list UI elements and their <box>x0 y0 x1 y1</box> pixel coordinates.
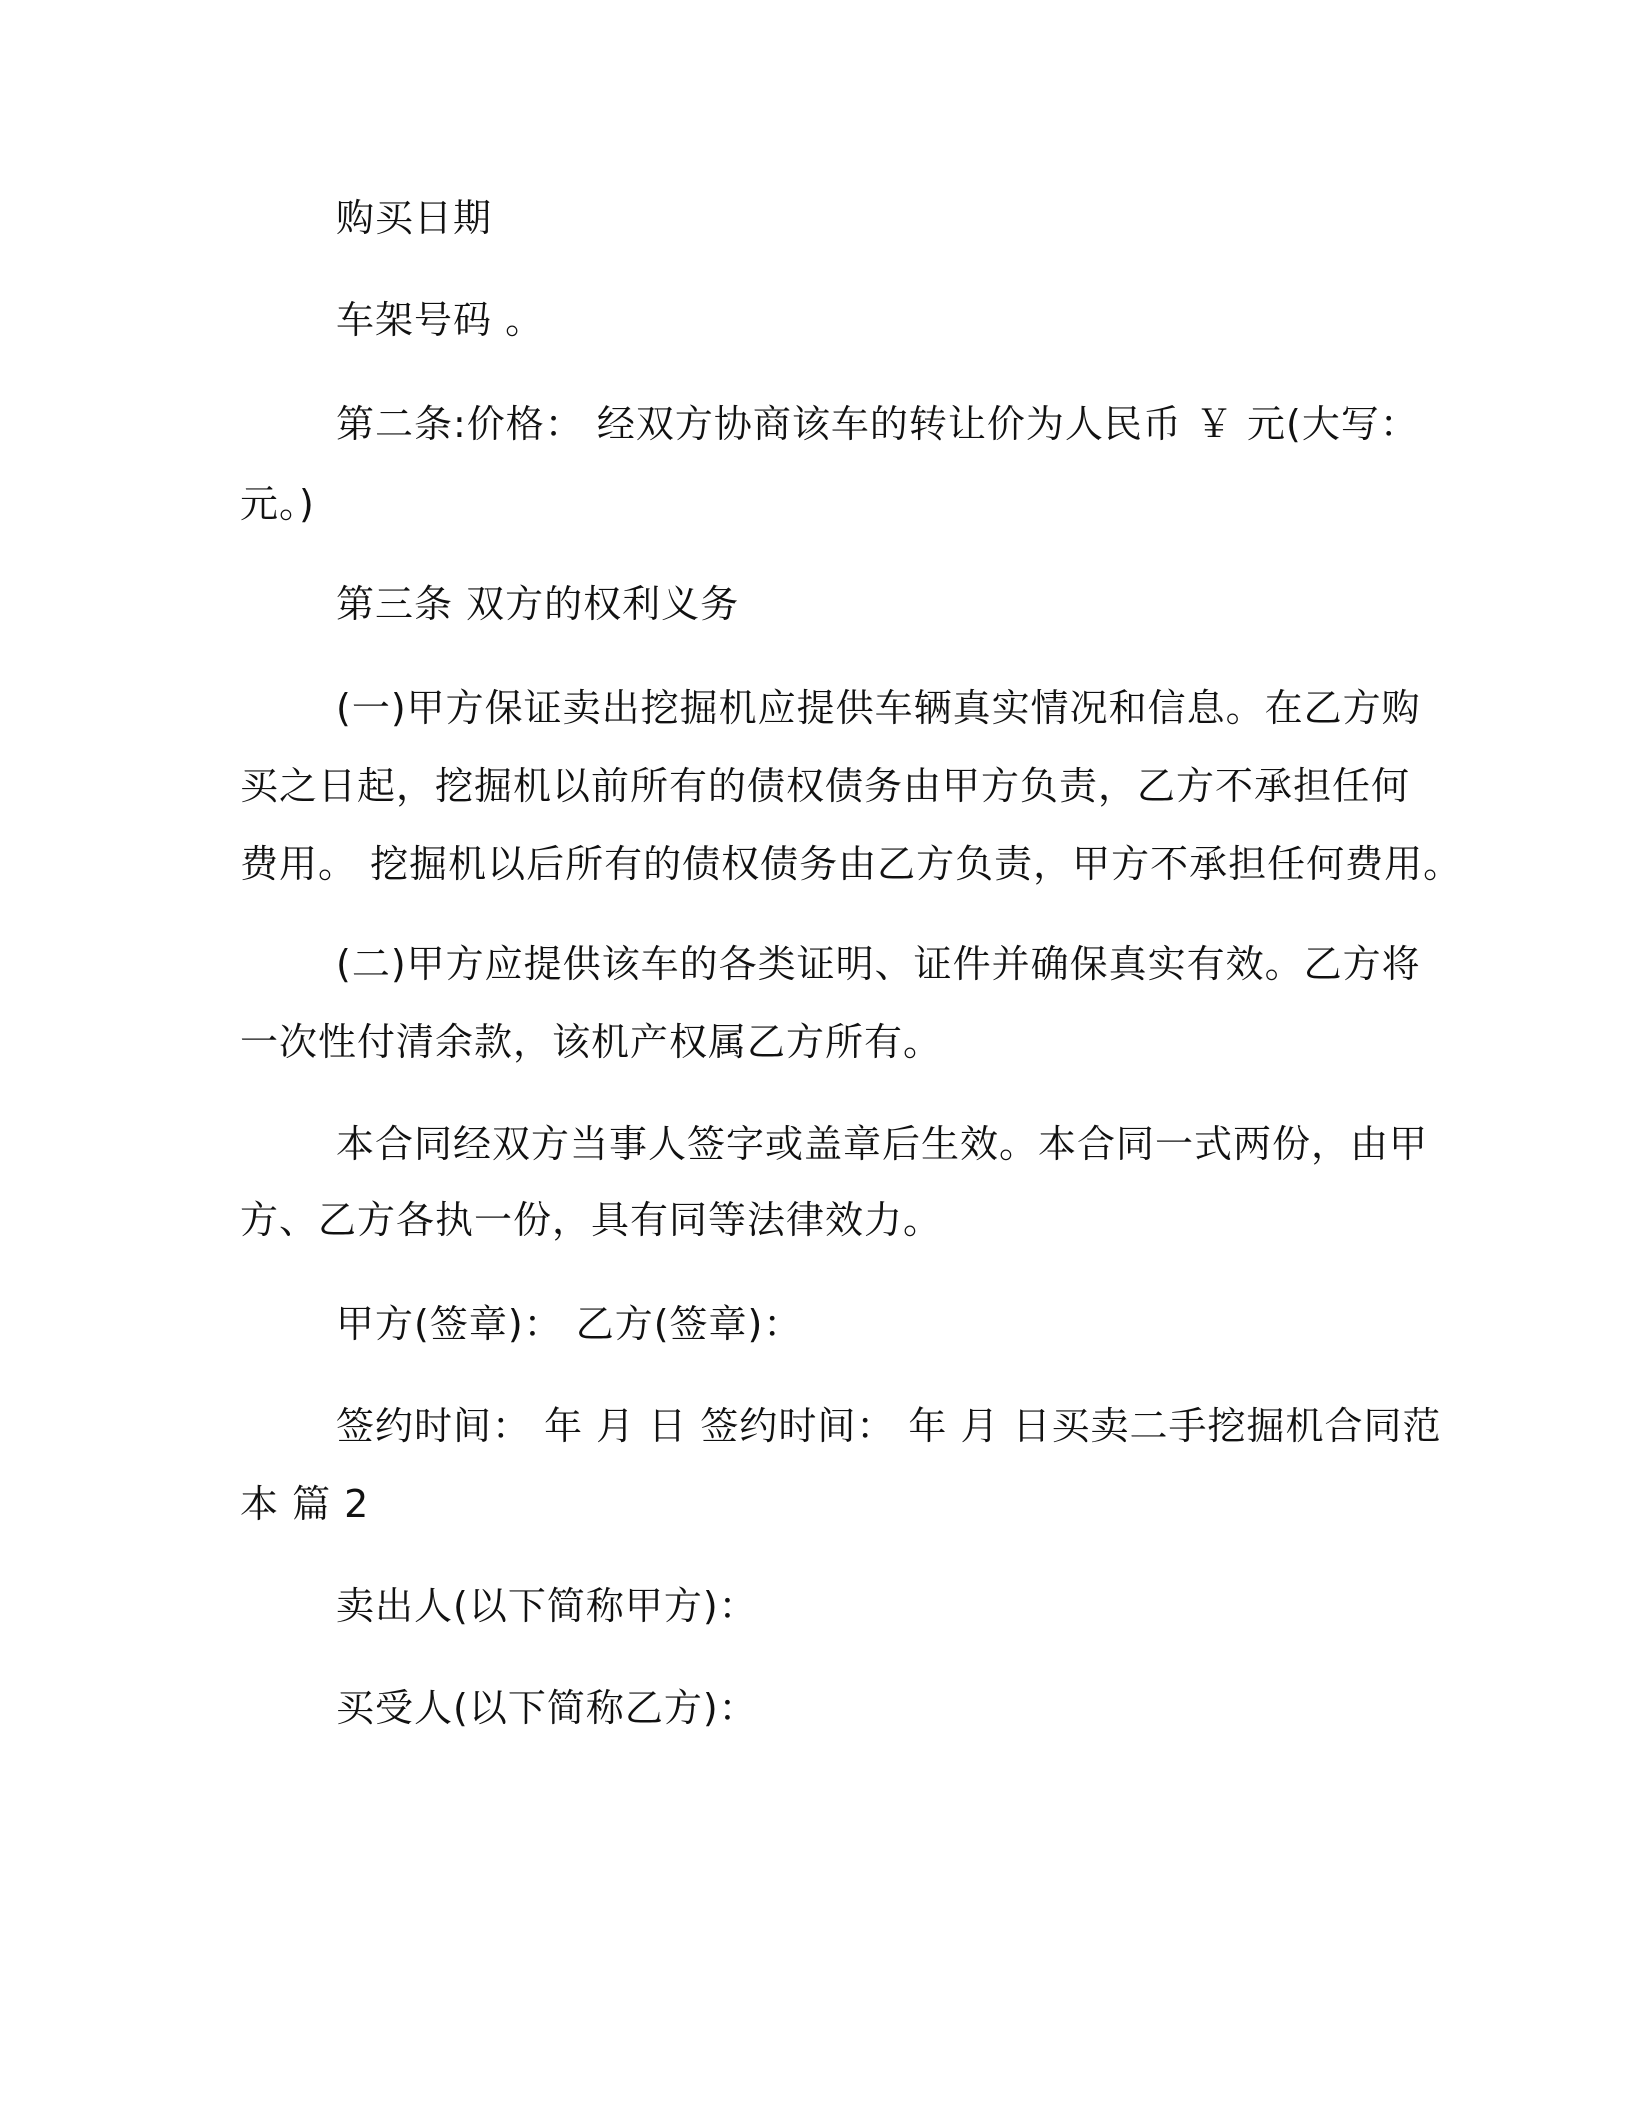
effect-clause-line-2: 方、乙方各执一份，具有同等法律效力。 <box>240 1198 943 1242</box>
clause-2-line-1: (二)甲方应提供该车的各类证明、证件并确保真实有效。乙方将 <box>336 942 1421 986</box>
section-title-continuation: 本 篇 2 <box>240 1482 370 1526</box>
signature-line: 甲方(签章)： 乙方(签章)： <box>336 1302 803 1346</box>
signing-date-line: 签约时间： 年 月 日 签约时间： 年 月 日买卖二手挖掘机合同范 <box>336 1404 1442 1448</box>
clause-1-line-3: 费用。 挖掘机以后所有的债权债务由乙方负责，甲方不承担任何费用。 <box>240 842 1463 886</box>
clause-1-line-2: 买之日起，挖掘机以前所有的债权债务由甲方负责，乙方不承担任何 <box>240 764 1411 808</box>
seller-line: 卖出人(以下简称甲方)： <box>336 1584 758 1628</box>
effect-clause-line-1: 本合同经双方当事人签字或盖章后生效。本合同一式两份，由甲 <box>336 1122 1429 1166</box>
vin-line: 车架号码 。 <box>336 298 545 342</box>
article-2-price-line: 第二条:价格： 经双方协商该车的转让价为人民币 ￥ 元(大写： <box>336 402 1419 446</box>
buyer-line: 买受人(以下简称乙方)： <box>336 1686 758 1730</box>
clause-2-line-2: 一次性付清余款，该机产权属乙方所有。 <box>240 1020 943 1064</box>
clause-1-line-1: (一)甲方保证卖出挖掘机应提供车辆真实情况和信息。在乙方购 <box>336 686 1421 730</box>
article-3-heading: 第三条 双方的权利义务 <box>336 582 740 626</box>
purchase-date-line: 购买日期 <box>336 196 493 240</box>
article-2-price-continuation: 元。) <box>240 482 315 526</box>
